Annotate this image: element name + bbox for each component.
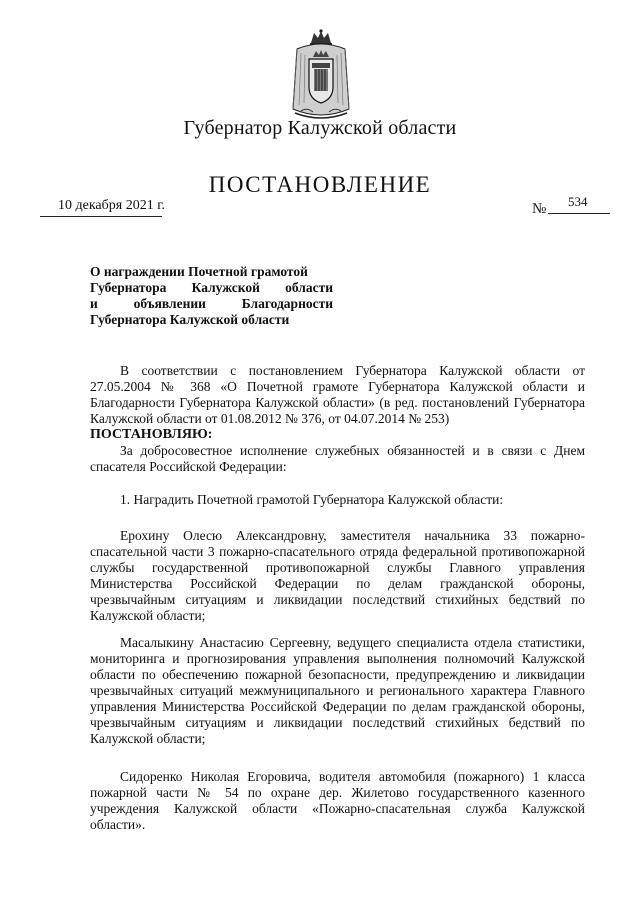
document-type-title: ПОСТАНОВЛЕНИЕ (208, 172, 432, 197)
organization-title: Губернатор Калужской области (183, 117, 457, 139)
subject-line: и объявлении Благодарности (90, 296, 333, 311)
number-label: № (532, 201, 547, 217)
preamble-block (90, 363, 585, 475)
reason-paragraph: За добросовестное исполнение служебных обязанностей и в связи с Днем спасателя Российской Федерации: (90, 443, 585, 474)
document-subject (90, 264, 333, 328)
awardee-block (90, 528, 585, 624)
date-underline (40, 216, 162, 217)
awardee-paragraph: Ерохину Олесю Александровну, заместителя начальника 33 пожарно-спасательной части 3 пожарно-спасательного отряда федеральной противопожарной службы государственной противопожарной службы Главного управления Министерства Российской Федерации по делам гражданской обороны, чрезвычайным ситуациям и ликвидации последствий стихийных бедствий по Калужской области; (90, 528, 585, 623)
awardee-block (90, 635, 585, 747)
subject-line: Губернатора Калужской области (90, 280, 333, 295)
decree-word: ПОСТАНОВЛЯЮ: (90, 427, 213, 442)
item-1-block (90, 492, 585, 508)
item-1-heading: 1. Наградить Почетной грамотой Губернатора Калужской области: (120, 492, 504, 507)
preamble-paragraph: В соответствии с постановлением Губернатора Калужской области от 27.05.2004 № 368 «О Почетной грамоте Губернатора Калужской области и Благодарности Губернатора Калужской области» (в ред. постановлений Губернатора Калужской области от 01.08.2012 № 376, от 04.07.2014 № 253) (90, 363, 585, 426)
awardee-paragraph: Сидоренко Николая Егоровича, водителя автомобиля (пожарного) 1 класса пожарной части № 54 по охране дер. Жилетово государственного казенного учреждения Калужской области «Пожарно-спасательная служба Калужской области». (90, 769, 585, 832)
subject-line: Губернатора Калужской области (90, 312, 290, 327)
awardee-block (90, 769, 585, 833)
number-underline (548, 213, 610, 214)
document-date: 10 декабря 2021 г. (58, 198, 165, 213)
document-number: 534 (568, 194, 588, 209)
coat-of-arms-emblem (287, 29, 355, 121)
awardee-paragraph: Масалыкину Анастасию Сергеевну, ведущего специалиста отдела статистики, мониторинга и прогнозирования управления выполнения полномочий Калужской области по обеспечению пожарной безопасности, предупреждению и ликвидации чрезвычайных ситуаций межмуниципального и регионального характера Главного управления Министерства Российской Федерации по делам гражданской обороны, чрезвычайным ситуациям и ликвидации последствий стихийных бедствий по Калужской области; (90, 635, 585, 746)
subject-line: О награждении Почетной грамотой (90, 264, 308, 279)
